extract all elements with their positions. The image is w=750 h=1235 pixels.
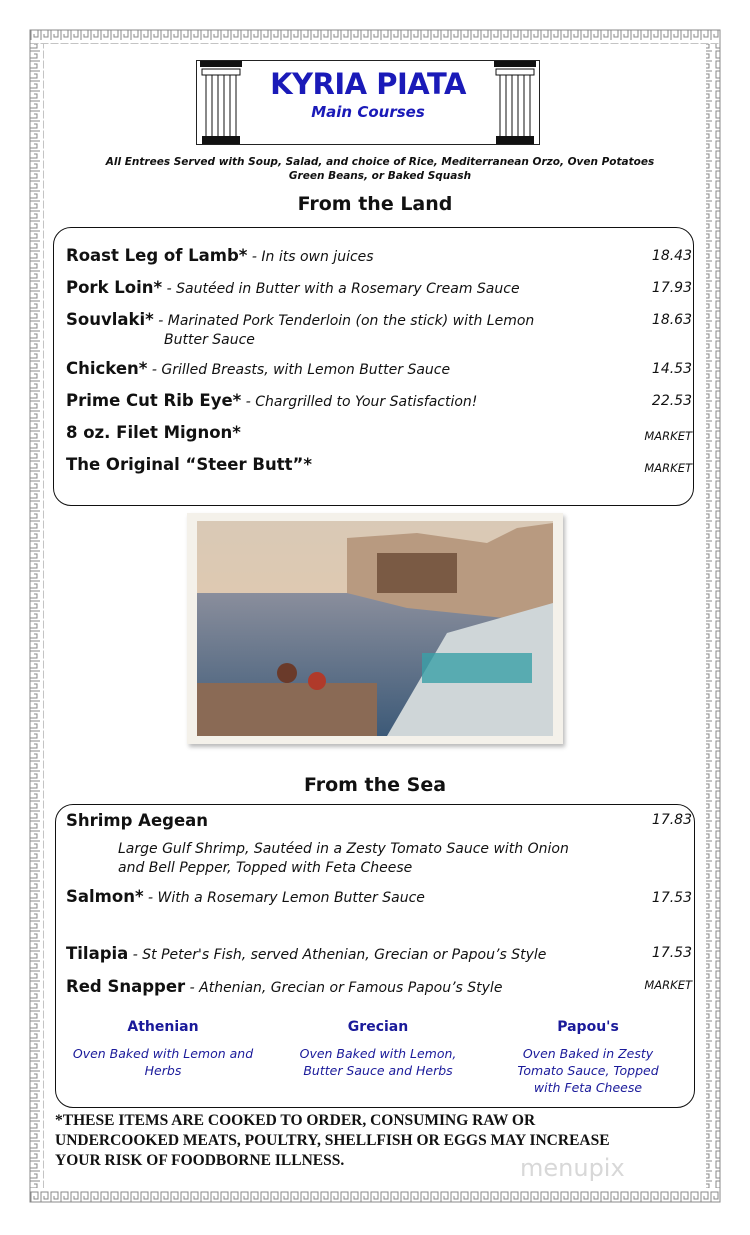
menu-item: Chicken* - Grilled Breasts, with Lemon Butter Sauce bbox=[66, 359, 451, 378]
warning-line: UNDERCOOKED MEATS, POULTRY, SHELLFISH OR EGGS MAY INCREASE bbox=[55, 1132, 610, 1149]
style-name: Grecian bbox=[347, 1019, 409, 1035]
item-description bbox=[118, 840, 628, 878]
menu-title: KYRIA PIATA bbox=[270, 67, 466, 101]
item-price: 17.93 bbox=[651, 280, 692, 296]
menu-item: Shrimp Aegean bbox=[66, 811, 209, 830]
desc-line: Large Gulf Shrimp, Sautéed in a Zesty Tomato Sauce with Onion bbox=[118, 841, 569, 857]
menu-item: Pork Loin* - Sautéed in Butter with a Rosemary Cream Sauce bbox=[66, 278, 520, 297]
item-price: MARKET bbox=[644, 429, 692, 443]
entree-note-line: Green Beans, or Baked Squash bbox=[288, 170, 472, 182]
warning-line: YOUR RISK OF FOODBORNE ILLNESS. bbox=[55, 1152, 345, 1169]
warning-line: *THESE ITEMS ARE COOKED TO ORDER, CONSUMING RAW OR bbox=[55, 1112, 536, 1129]
menu-item: Prime Cut Rib Eye* - Chargrilled to Your Satisfaction! bbox=[66, 391, 478, 410]
item-price: 17.53 bbox=[651, 945, 692, 961]
menu-item: 8 oz. Filet Mignon* bbox=[66, 423, 241, 442]
item-price: 18.43 bbox=[651, 248, 692, 264]
item-price: 14.53 bbox=[651, 361, 692, 377]
style-description: Oven Baked with Lemon, Butter Sauce and Herbs bbox=[299, 1046, 457, 1078]
menu-item: Souvlaki* - Marinated Pork Tenderloin (on the stick) with Lemon Butter Sauce bbox=[66, 310, 535, 348]
style-name: Athenian bbox=[127, 1019, 199, 1035]
watermark: menupix bbox=[520, 1154, 625, 1182]
menu-item: Salmon* - With a Rosemary Lemon Butter Sauce bbox=[66, 887, 425, 906]
harbor-photo-image bbox=[187, 513, 563, 744]
item-price: 17.53 bbox=[651, 890, 692, 906]
menu-item: Red Snapper - Athenian, Grecian or Famous Papou’s Style bbox=[66, 977, 503, 996]
section-heading-land: From the Land bbox=[297, 193, 453, 215]
item-price: MARKET bbox=[644, 461, 692, 475]
section-heading-sea: From the Sea bbox=[303, 774, 447, 796]
desc-line: and Bell Pepper, Topped with Feta Cheese bbox=[118, 860, 413, 876]
menu-item: The Original “Steer Butt”* bbox=[66, 455, 312, 474]
harbor-photo bbox=[187, 513, 563, 744]
entree-note bbox=[60, 155, 700, 183]
menu-item: Roast Leg of Lamb* - In its own juices bbox=[66, 246, 374, 265]
entree-note-line: All Entrees Served with Soup, Salad, and choice of Rice, Mediterranean Orzo, Oven Potatoes bbox=[105, 156, 655, 168]
item-price: 18.63 bbox=[651, 312, 692, 328]
menu-subtitle: Main Courses bbox=[311, 103, 425, 121]
style-name: Papou's bbox=[557, 1019, 619, 1035]
title-banner bbox=[196, 60, 540, 145]
style-description: Oven Baked with Lemon and Herbs bbox=[72, 1046, 254, 1078]
item-price: 22.53 bbox=[651, 393, 692, 409]
item-price: MARKET bbox=[644, 978, 692, 992]
item-price: 17.83 bbox=[651, 812, 692, 828]
style-description: Oven Baked in Zesty Tomato Sauce, Topped with Feta Cheese bbox=[517, 1046, 659, 1095]
menu-item: Tilapia - St Peter's Fish, served Athenian, Grecian or Papou’s Style bbox=[66, 944, 547, 963]
